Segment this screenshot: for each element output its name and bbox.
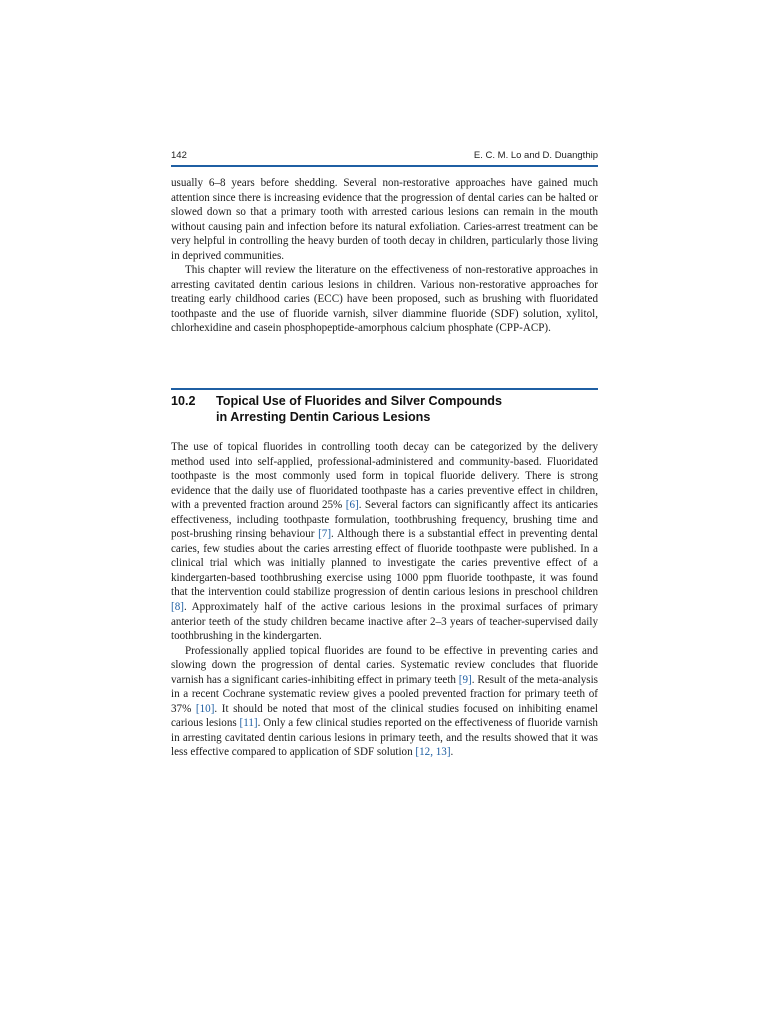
text-run: . Result of the meta-analysis in a recent Cochrane systematic review gives a pooled prevented fraction for primary teeth of 37% [171, 673, 598, 715]
section-title-line: in Arresting Dentin Carious Lesions [216, 409, 431, 424]
running-head [171, 150, 598, 166]
text-run: . Approximately half of the active carious lesions in the proximal surfaces of primary anterior teeth of the study children became inactive after 2–3 years of teacher-supervised daily toothbrushing in the kindergarten. [171, 601, 598, 643]
section-rule [171, 388, 598, 390]
paragraph: usually 6–8 years before shedding. Several non-restorative approaches have gained much attention since there is increasing evidence that the progression of dental caries can be halted or slowed down so that a primary tooth with arrested carious lesions can remain in the mouth without causing pain and infection before its natural exfoliation. Caries-arrest treatment can be very helpful in controlling the heavy burden of tooth decay in children, particularly those living in deprived communities. [171, 177, 598, 262]
intro-text-block [171, 176, 598, 336]
header-rule [171, 165, 598, 167]
section-text-block [171, 440, 598, 760]
text-run: . Several factors can significantly affect its anticaries effectiveness, including toothpaste formulation, toothbrushing frequency, brushing time and post-brushing rinsing behaviour [171, 499, 598, 541]
text-run: . Although there is a substantial effect in preventing dental caries, few studies about the caries arresting effect of fluoride toothpaste were published. In a clinical trial which was initially planned to investigate the caries preventive effect of a kindergarten-based toothbrushing exercise using 1000 ppm fluoride toothpaste, it was found that the intervention could stabilize progression of dentin carious lesions in preschool children [171, 528, 599, 599]
section-title [216, 394, 576, 425]
section-number: 10.2 [171, 394, 196, 408]
paragraph [171, 644, 598, 760]
text-run: The use of topical fluorides in controlling tooth decay can be categorized by the delivery method used into self-applied, professional-administered and community-based. Fluoridated toothpaste is the most commonly used form in topical fluoride delivery. There is strong evidence that the daily use of fluoridated toothpaste has a caries preventive effect in children, with a prevented fraction around 25% [171, 441, 598, 512]
text-run: . Only a few clinical studies reported on the effectiveness of fluoride varnish in arresting cavitated dentin carious lesions in primary teeth, and the results showed that it was less effective compared to application of SDF solution [171, 717, 598, 759]
citation-link[interactable]: [10] [195, 702, 215, 715]
page-number: 142 [171, 150, 187, 161]
text-run: . [450, 746, 454, 759]
text-run: Professionally applied topical fluorides are found to be effective in preventing caries and slowing down the progression of dental caries. Systematic review concludes that fluoride varnish has a significant caries-inhibiting effect in primary teeth [171, 644, 598, 686]
citation-link[interactable]: [9] [458, 673, 472, 686]
citation-link[interactable]: [12, 13] [415, 746, 451, 759]
citation-link[interactable]: [7] [318, 528, 332, 541]
citation-link[interactable]: [6] [345, 499, 359, 512]
paragraph: This chapter will review the literature on the effectiveness of non-restorative approaches in arresting cavitated dentin carious lesions in children. Various non-restorative approaches for treating early childhood caries (ECC) have been proposed, such as brushing with fluoridated toothpaste and the use of fluoride varnish, silver diammine fluoride (SDF) solution, xylitol, chlorhexidine and casein phosphopeptide-amorphous calcium phosphate (CPP-ACP). [171, 264, 598, 335]
section-title-line: Topical Use of Fluorides and Silver Compounds [216, 394, 502, 408]
paragraph [171, 440, 598, 644]
running-head-authors: E. C. M. Lo and D. Duangthip [473, 150, 598, 161]
citation-link[interactable]: [11] [239, 717, 258, 730]
text-run: . It should be noted that most of the clinical studies focused on inhibiting enamel carious lesions [171, 702, 598, 730]
citation-link[interactable]: [8] [171, 601, 184, 614]
